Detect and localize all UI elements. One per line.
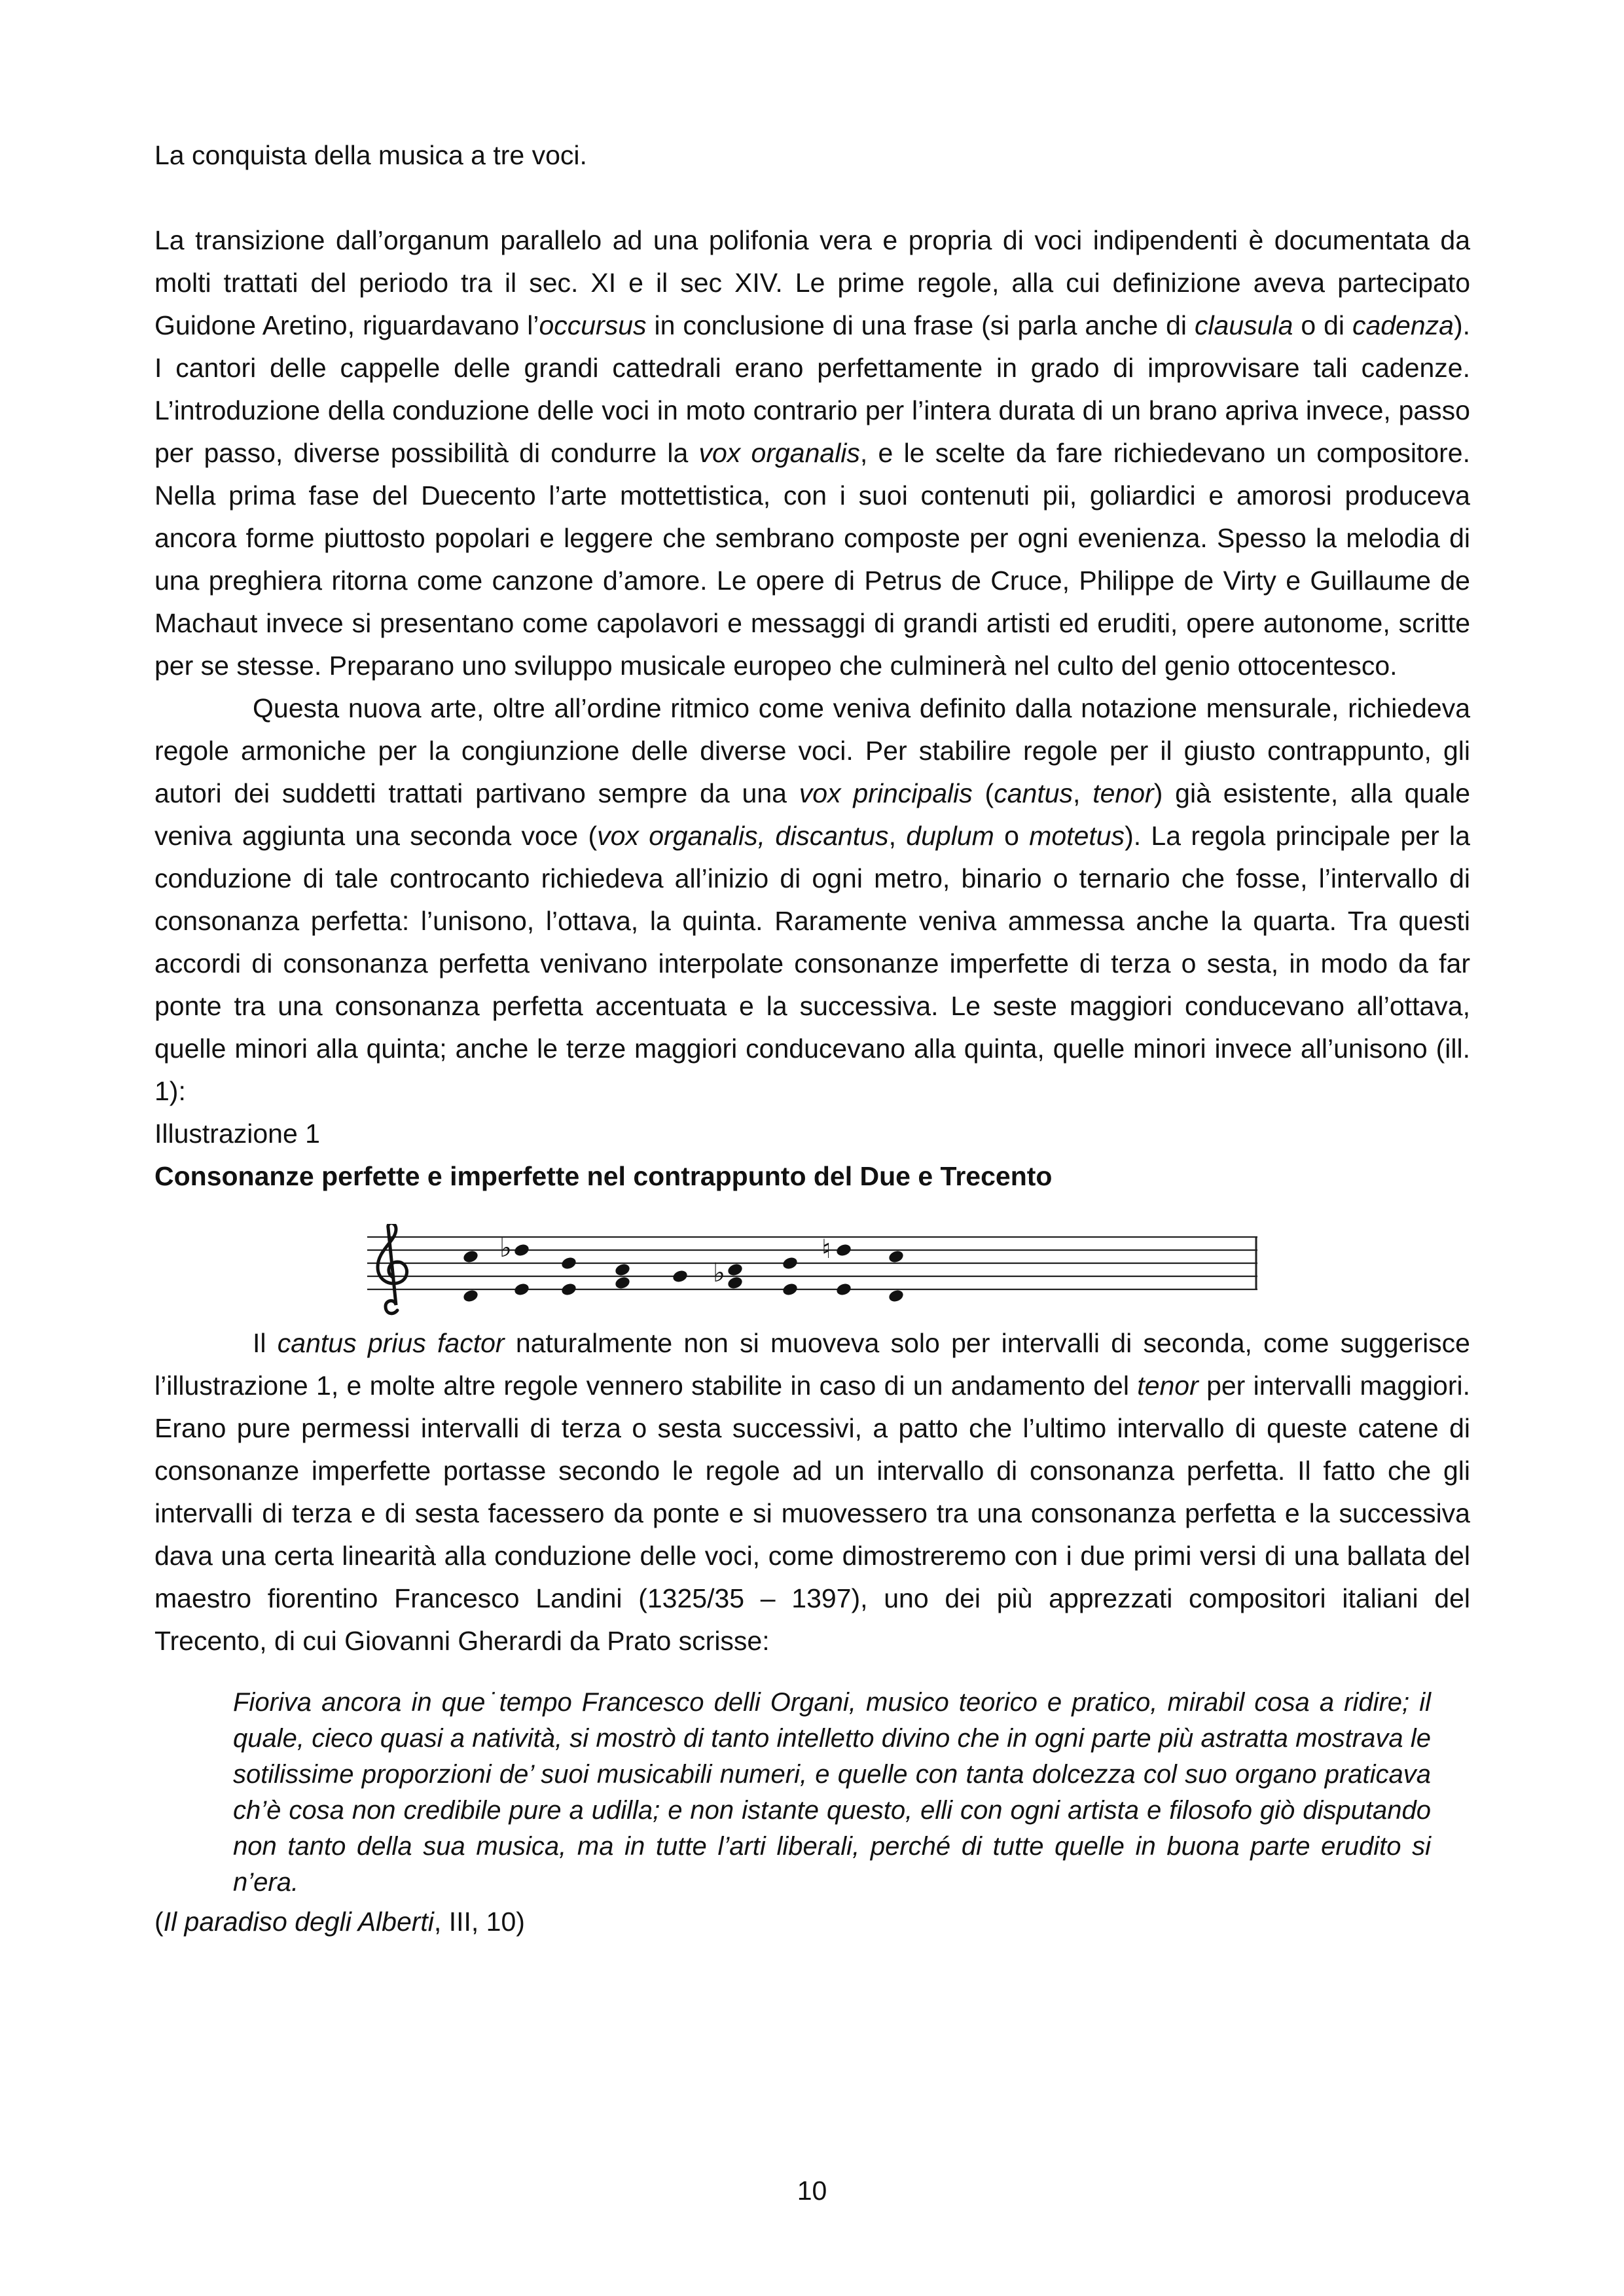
p2-term-cantus: cantus xyxy=(994,778,1074,808)
p2-term-duplum: duplum xyxy=(906,821,994,851)
figure-title: Consonanze perfette e imperfette nel contrappunto del Due e Trecento xyxy=(154,1161,1053,1191)
quote-citation xyxy=(154,1901,1470,1943)
note-heads xyxy=(462,1242,905,1303)
p1-text: La transizione dall’organum parallelo ad una polifonia vera e propria di voci indipendenti è documentata da molti trattati del periodo tra il sec. XI e il sec XIV. Le prime regole, alla cui definizione aveva partecipato Guidone Aretino, riguardavano l’ xyxy=(154,225,1470,340)
figure-label: Illustrazione 1 xyxy=(154,1119,320,1149)
paragraph-2 xyxy=(154,687,1470,1113)
p3-term-tenor: tenor xyxy=(1137,1371,1199,1401)
citation-ref: , III, 10) xyxy=(433,1907,525,1937)
p2-text: ) già esistente, alla quale veniva aggiunta una seconda voce ( xyxy=(154,778,1470,851)
flat-icon: ♭ xyxy=(713,1258,725,1288)
section-heading: La conquista della musica a tre voci. xyxy=(154,140,587,170)
text-column xyxy=(154,134,1470,1943)
p2-term-vox-organalis-discantus: vox organalis, discantus xyxy=(597,821,889,851)
p3-text: Il xyxy=(253,1328,278,1358)
p3-text: naturalmente non si muoveva solo per intervalli di seconda, come suggerisce l’illustrazione 1, e molte altre regole vennero stabilite in caso di un andamento del xyxy=(154,1328,1470,1401)
accidentals xyxy=(499,1233,831,1288)
p2-term-motetus: motetus xyxy=(1029,821,1125,851)
p1-term-occursus: occursus xyxy=(539,310,647,340)
p1-term-cadenza: cadenza xyxy=(1352,310,1454,340)
p2-text: , xyxy=(888,821,907,851)
p2-text: ( xyxy=(972,778,994,808)
p1-text: , e le scelte da fare richiedevano un compositore. Nella prima fase del Duecento l’arte mottettistica, con i suoi contenuti pii, goliardici e amorosi produceva ancora forme piuttosto popolari e leggere che sembrano composte per ogni evenienza. Spesso la melodia di una preghiera ritorna come canzone d’amore. Le opere di Petrus de Cruce, Philippe de Virty e Guillaume de Machaut invece si presentano come capolavori e messaggi di grandi artisti ed eruditi, opere autonome, scritte per se stesse. Preparano uno sviluppo musicale europeo che culminerà nel culto del genio ottocentesco. xyxy=(154,438,1471,681)
p2-text: ). La regola principale per la conduzione di tale controcanto richiedeva all’inizio di ogni metro, binario o ternario che fosse, l’intervallo di consonanza perfetta: l’unisono, l’ottava, la quinta. Raramente veniva ammessa anche la quarta. Tra questi accordi di consonanza perfetta venivano interpolate consonanze imperfette di terza o sesta, in modo da far ponte tra una consonanza perfetta accentuata e la successiva. Le seste maggiori conducevano all’ottava, quelle minori alla quinta; anche le terze maggiori conducevano alla quinta, quelle minori invece all’unisono (ill. 1): xyxy=(154,821,1470,1106)
paragraph-1 xyxy=(154,219,1470,687)
paragraph-3 xyxy=(154,1322,1470,1662)
citation-open: ( xyxy=(154,1907,164,1937)
p2-text: , xyxy=(1073,778,1093,808)
p1-text: in conclusione di una frase (si parla anche di xyxy=(646,310,1195,340)
p3-text: per intervalli maggiori. Erano pure permessi intervalli di terza o sesta successivi, a patto che l’ultimo intervallo di queste catene di consonanze imperfette portasse secondo le regole ad un intervallo di consonanza perfetta. Il fatto che gli intervalli di terza e di sesta facessero da ponte e si muovessero tra una consonanza perfetta e la successiva dava una certa linearità alla conduzione delle voci, come dimostreremo con i due primi versi di una ballata del maestro fiorentino Francesco Landini (1325/35 – 1397), uno dei più apprezzati compositori italiani del Trecento, di cui Giovanni Gherardi da Prato scrisse: xyxy=(154,1371,1470,1656)
p2-term-vox-principalis: vox principalis xyxy=(799,778,973,808)
flat-icon: ♭ xyxy=(499,1233,512,1263)
music-staff-svg xyxy=(367,1224,1257,1322)
p2-term-tenor: tenor xyxy=(1092,778,1154,808)
p2-text: o xyxy=(994,821,1030,851)
p2-text: Questa nuova arte, oltre all’ordine ritmico come veniva definito dalla notazione mensurale, richiedeva regole armoniche per la congiunzione delle diverse voci. Per stabilire regole per il giusto contrappunto, gli autori dei suddetti trattati partivano sempre da una xyxy=(154,693,1470,808)
music-staff-figure xyxy=(367,1224,1257,1322)
block-quote xyxy=(233,1685,1431,1901)
p1-text: ). I cantori delle cappelle delle grandi cattedrali erano perfettamente in grado di improvvisare tali cadenze. L’introduzione della conduzione delle voci in moto contrario per l’intera durata di un brano apriva invece, passo per passo, diverse possibilità di condurre la xyxy=(154,310,1471,468)
p1-text: o di xyxy=(1293,310,1352,340)
page-number: 10 xyxy=(797,2176,827,2206)
p3-term-cantus-prius-factor: cantus prius factor xyxy=(277,1328,505,1358)
p1-term-vox-organalis: vox organalis xyxy=(698,438,860,468)
quote-text: Fioriva ancora in que˙tempo Francesco delli Organi, musico teorico e pratico, mirabil cosa a ridire; il quale, cieco quasi a natività, si mostrò di tanto intelletto divino che in ogni parte più astratta mostrava le sotilissime proporzioni de’ suoi musicabili numeri, e quelle con tanta dolcezza col suo organo praticava ch’è cosa non credibile pure a udilla; e non istante questo, elli con ogni artista e filosofo giò disputando non tanto della sua musica, ma in tutte l’arti liberali, perché di tutte quelle in buona parte erudito si n’era. xyxy=(233,1688,1431,1897)
p1-term-clausula: clausula xyxy=(1194,310,1293,340)
citation-title: Il paradiso degli Alberti xyxy=(163,1907,434,1937)
natural-icon: ♮ xyxy=(821,1234,831,1265)
